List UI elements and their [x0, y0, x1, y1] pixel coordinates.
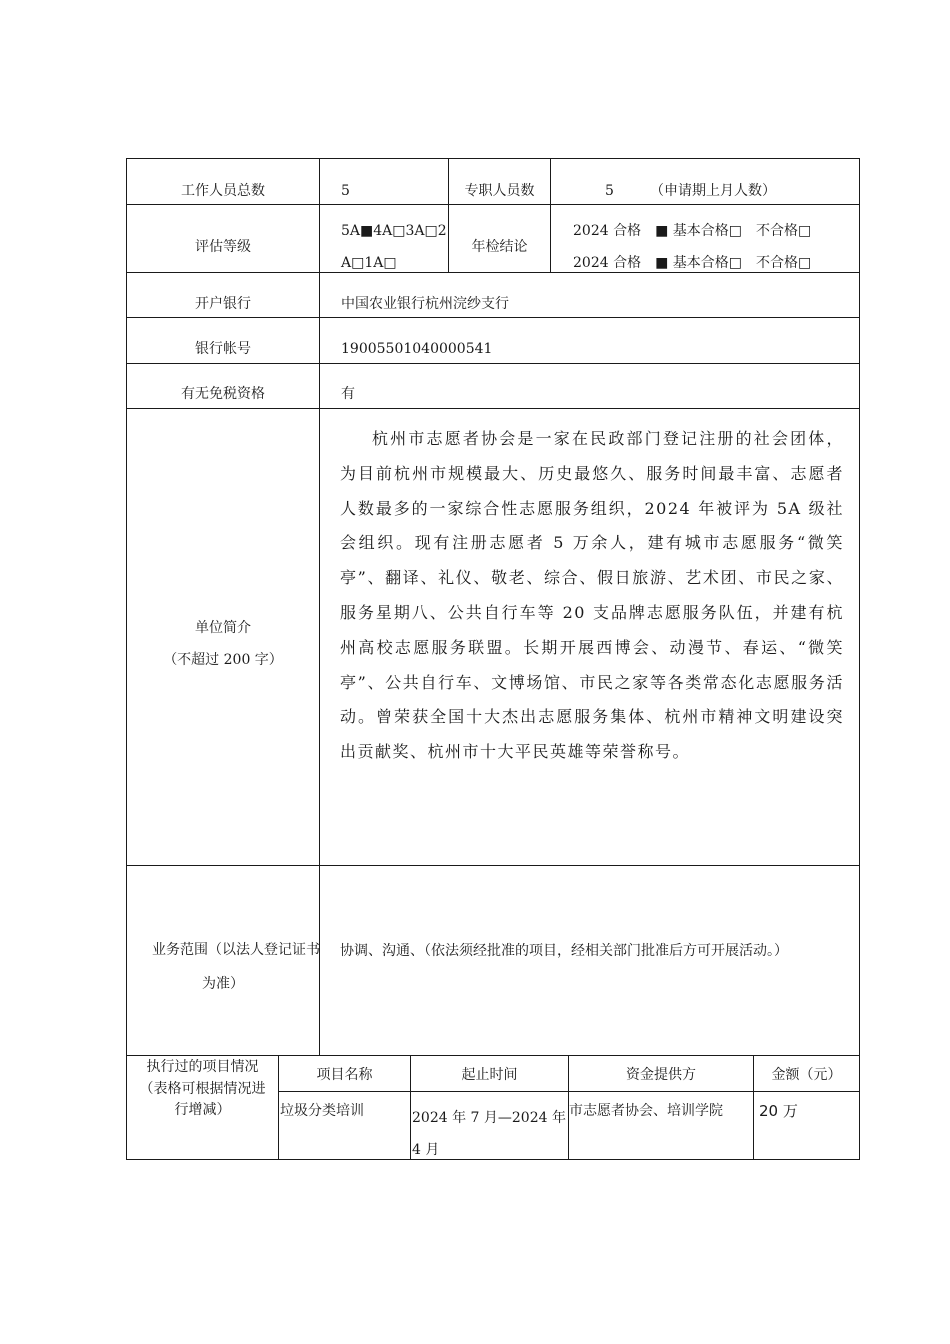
bank-value: 中国农业银行杭州浣纱支行 — [341, 296, 509, 312]
projects-label-line1: 执行过的项目情况 — [146, 1059, 259, 1075]
bank-label: 开户银行 — [195, 296, 251, 312]
project-amount-cell: 20 万 — [759, 1102, 798, 1120]
annual-inspection-label: 年检结论 — [471, 239, 528, 255]
rating-label: 评估等级 — [195, 239, 251, 255]
row-divider — [126, 317, 860, 318]
table-bottom-border — [126, 1159, 860, 1160]
row-divider — [126, 408, 860, 409]
intro-label: 单位简介 — [195, 620, 251, 636]
staff-total-value: 5 — [341, 183, 350, 199]
project-funder-cell: 市志愿者协会、培训学院 — [569, 1103, 723, 1119]
account-label: 银行帐号 — [195, 341, 251, 357]
table-top-border — [126, 158, 860, 159]
row-divider — [126, 865, 860, 866]
column-divider — [550, 158, 551, 273]
project-period-line2: 4 月 — [412, 1142, 440, 1158]
projects-label-line3: 行增减） — [174, 1102, 231, 1118]
fulltime-staff-note: （申请期上月人数） — [650, 183, 776, 199]
annual-inspection-line2: 2024 合格 ■ 基本合格□ 不合格□ — [573, 255, 812, 271]
header-funder: 资金提供方 — [626, 1067, 696, 1083]
row-divider — [126, 363, 860, 364]
row-divider — [126, 204, 860, 205]
fulltime-staff-value: 5 — [605, 183, 614, 199]
header-amount: 金额（元） — [771, 1067, 842, 1083]
staff-total-label: 工作人员总数 — [181, 183, 265, 199]
scope-label-line2: 为准） — [202, 976, 244, 992]
projects-label-line2: （表格可根据情况进 — [139, 1081, 266, 1097]
tax-exempt-label: 有无免税资格 — [181, 386, 265, 402]
fulltime-staff-label: 专职人员数 — [464, 183, 535, 199]
header-period: 起止时间 — [461, 1067, 518, 1083]
header-project-name: 项目名称 — [316, 1067, 373, 1083]
tax-exempt-value: 有 — [341, 386, 355, 402]
intro-sublabel: （不超过 200 字） — [163, 652, 283, 668]
table-right-border — [859, 158, 860, 1160]
account-value: 19005501040000541 — [341, 341, 493, 357]
label-column-divider — [319, 158, 320, 1056]
intro-text — [340, 422, 844, 770]
scope-label-line1: 业务范围（以法人登记证书 — [152, 942, 320, 958]
rating-level-line2: A□1A□ — [341, 255, 397, 271]
scope-text: 协调、沟通、（依法须经批准的项目，经相关部门批准后方可开展活动。） — [340, 943, 788, 959]
project-period-line1: 2024 年 7 月—2024 年 — [412, 1110, 566, 1126]
project-name-cell: 垃圾分类培训 — [280, 1103, 364, 1119]
annual-inspection-line1: 2024 合格 ■ 基本合格□ 不合格□ — [573, 223, 812, 239]
rating-level-line1: 5A■4A□3A□2 — [341, 223, 447, 239]
project-header-divider — [278, 1091, 860, 1092]
intro-paragraph: 杭州市志愿者协会是一家在民政部门登记注册的社会团体，为目前杭州市规模最大、历史最悠久、服务时间最丰富、志愿者人数最多的一家综合性志愿服务组织，2024 年被评为 5A 级社会组织。现有注册志愿者 5 万余人，建有城市志愿服务“微笑亭”、翻译、礼仪、敬老、综合、假日旅游、艺术团、市民之家、服务星期八、公共自行车等 20 支品牌志愿服务队伍，并建有杭州高校志愿服务联盟。长期开展西博会、动漫节、春运、“微笑亭”、公共自行车、文博场馆、市民之家等各类常态化志愿服务活动。曾荣获全国十大杰出志愿服务集体、杭州市精神文明建设突出贡献奖、杭州市十大平民英雄等荣誉称号。 — [340, 429, 844, 762]
row-divider — [126, 1055, 860, 1056]
